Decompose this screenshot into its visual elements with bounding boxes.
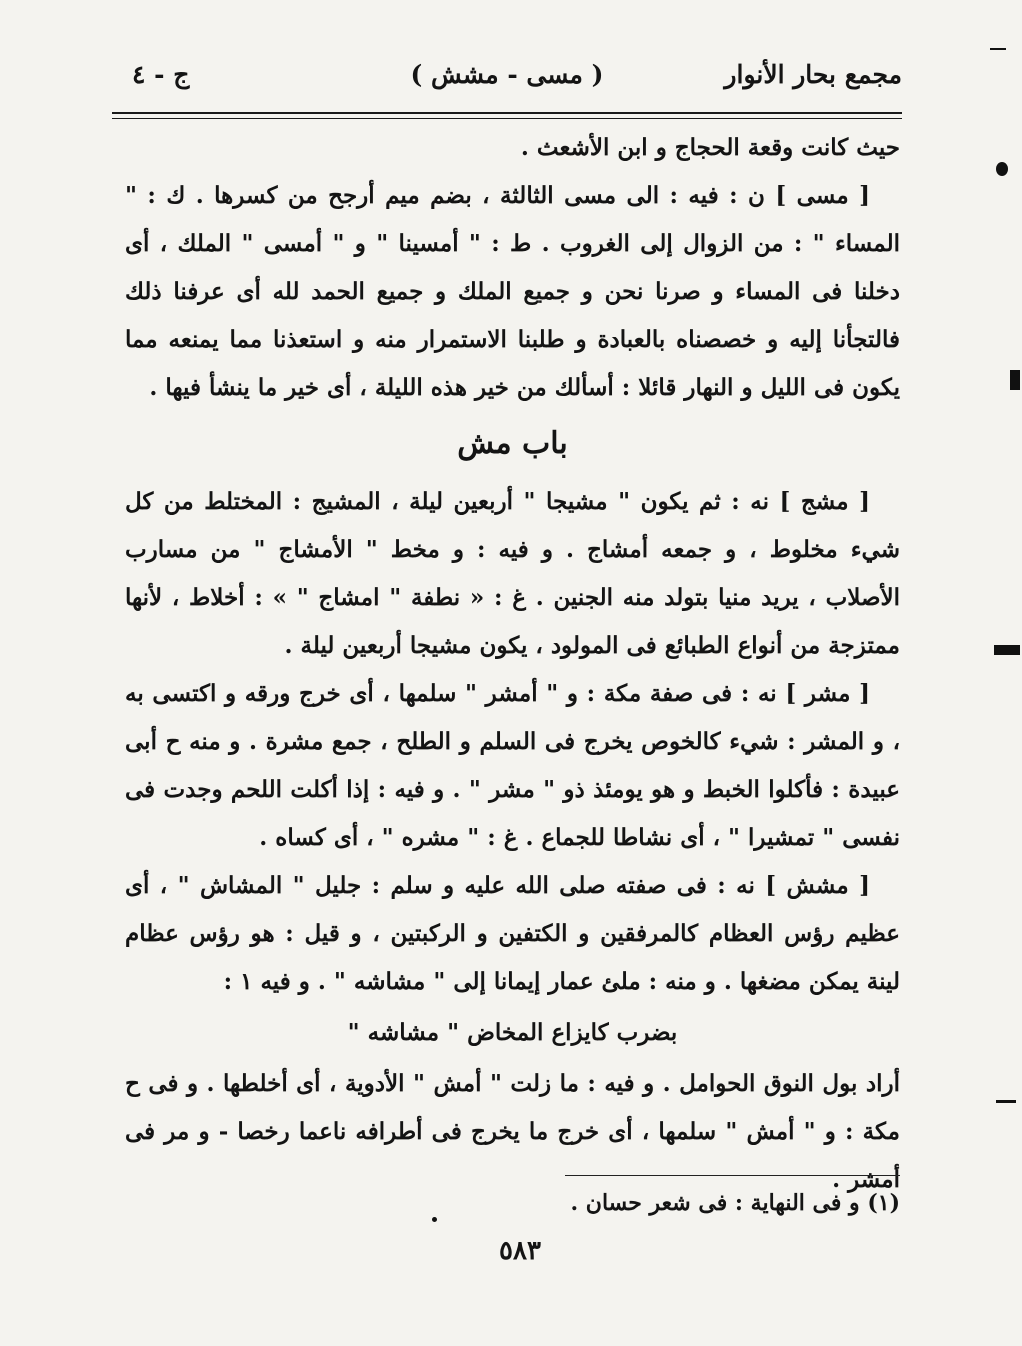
scan-speck: [994, 645, 1020, 655]
page-number: ٥٨٣: [499, 1236, 541, 1266]
header-rule-thin: [112, 118, 902, 119]
running-header: [112, 56, 902, 106]
scan-speck: [996, 162, 1008, 176]
scan-speck: [432, 1217, 437, 1222]
entry-masa: [ مسى ] ن : فيه : الى مسى الثالثة ، بضم ميم أرجح من كسرها . ك : " المساء " : من الزوال إلى الغروب . ط : " أمسينا " و " أمسى " الملك ، أى دخلنا فى المساء و صرنا نحن و جميع الملك و جميع الحمد لله أى عرفنا ذلك فالتجأنا إليه و خصصناه بالعبادة و طلبنا الاستمرار منه و استعذنا مما يمنعه مما يكون فى الليل و النهار قائلا : أسألك من خير هذه الليلة ، أى خير ما ينشأ فيها .: [125, 182, 900, 401]
scan-speck: [1010, 370, 1020, 390]
paragraph-continuation: حيث كانت وقعة الحجاج و ابن الأشعث .: [520, 134, 900, 161]
section-range: ( مسى - مشش ): [410, 60, 604, 89]
book-title: مجمع بحار الأنوار: [724, 60, 902, 89]
footnote: (١) و فى النهاية : فى شعر حسان .: [570, 1190, 900, 1216]
main-text: [125, 124, 900, 1204]
footnote-rule: [565, 1175, 900, 1176]
scan-speck: [990, 48, 1006, 50]
paragraph-continuation-2: أراد بول النوق الحوامل . و فيه : ما زلت " أمش " الأدوية ، أى أخلطها . و فى ح مكة : و " أمش " سلمها ، أى خرج ما يخرج فى أطرافه ناعما رخصا - و مر فى أمشر .: [125, 1070, 900, 1193]
volume-number: ج - ٤: [132, 60, 190, 89]
scan-speck: [996, 1100, 1016, 1103]
entry-mashaj: [ مشج ] نه : ثم يكون " مشيجا " أربعين ليلة ، المشيج : المختلط من كل شيء مخلوط ، و جمعه أمشاج . و فيه : و مخط " الأمشاج " من مسارب الأصلاب ، يريد منيا بتولد منه الجنين . غ : « نطفة " امشاج " » : أخلاط ، لأنها ممتزجة من أنواع الطبائع فى المولود ، يكون مشيجا أربعين ليلة .: [125, 488, 900, 659]
entry-mashash: [ مشش ] نه : فى صفته صلى الله عليه و سلم : جليل " المشاش " ، أى عظيم رؤس العظام كالمرفقين و الكتفين و الركبتين ، و قيل : هو رؤس عظام لينة يمكن مضغها . و منه : ملئ عمار إيمانا إلى " مشاشه " . و فيه ١ :: [125, 872, 900, 995]
entry-mashar: [ مشر ] نه : فى صفة مكة : و " أمشر " سلمها ، أى خرج ورقه و اكتسى به ، و المشر : شيء كالخوص يخرج فى السلم و الطلح ، جمع مشرة . و منه ح أبى عبيدة : فأكلوا الخبط و هو يومئذ ذو " مشر " . و فيه : إذا أكلت اللحم وجدت فى نفسى " تمشيرا " ، أى نشاطا للجماع . غ : " مشره " ، أى كساه .: [125, 680, 900, 851]
chapter-heading: باب مش: [457, 426, 568, 461]
poetry-verse: بضرب كايزاع المخاض " مشاشه ": [347, 1019, 678, 1046]
header-rule: [112, 112, 902, 114]
